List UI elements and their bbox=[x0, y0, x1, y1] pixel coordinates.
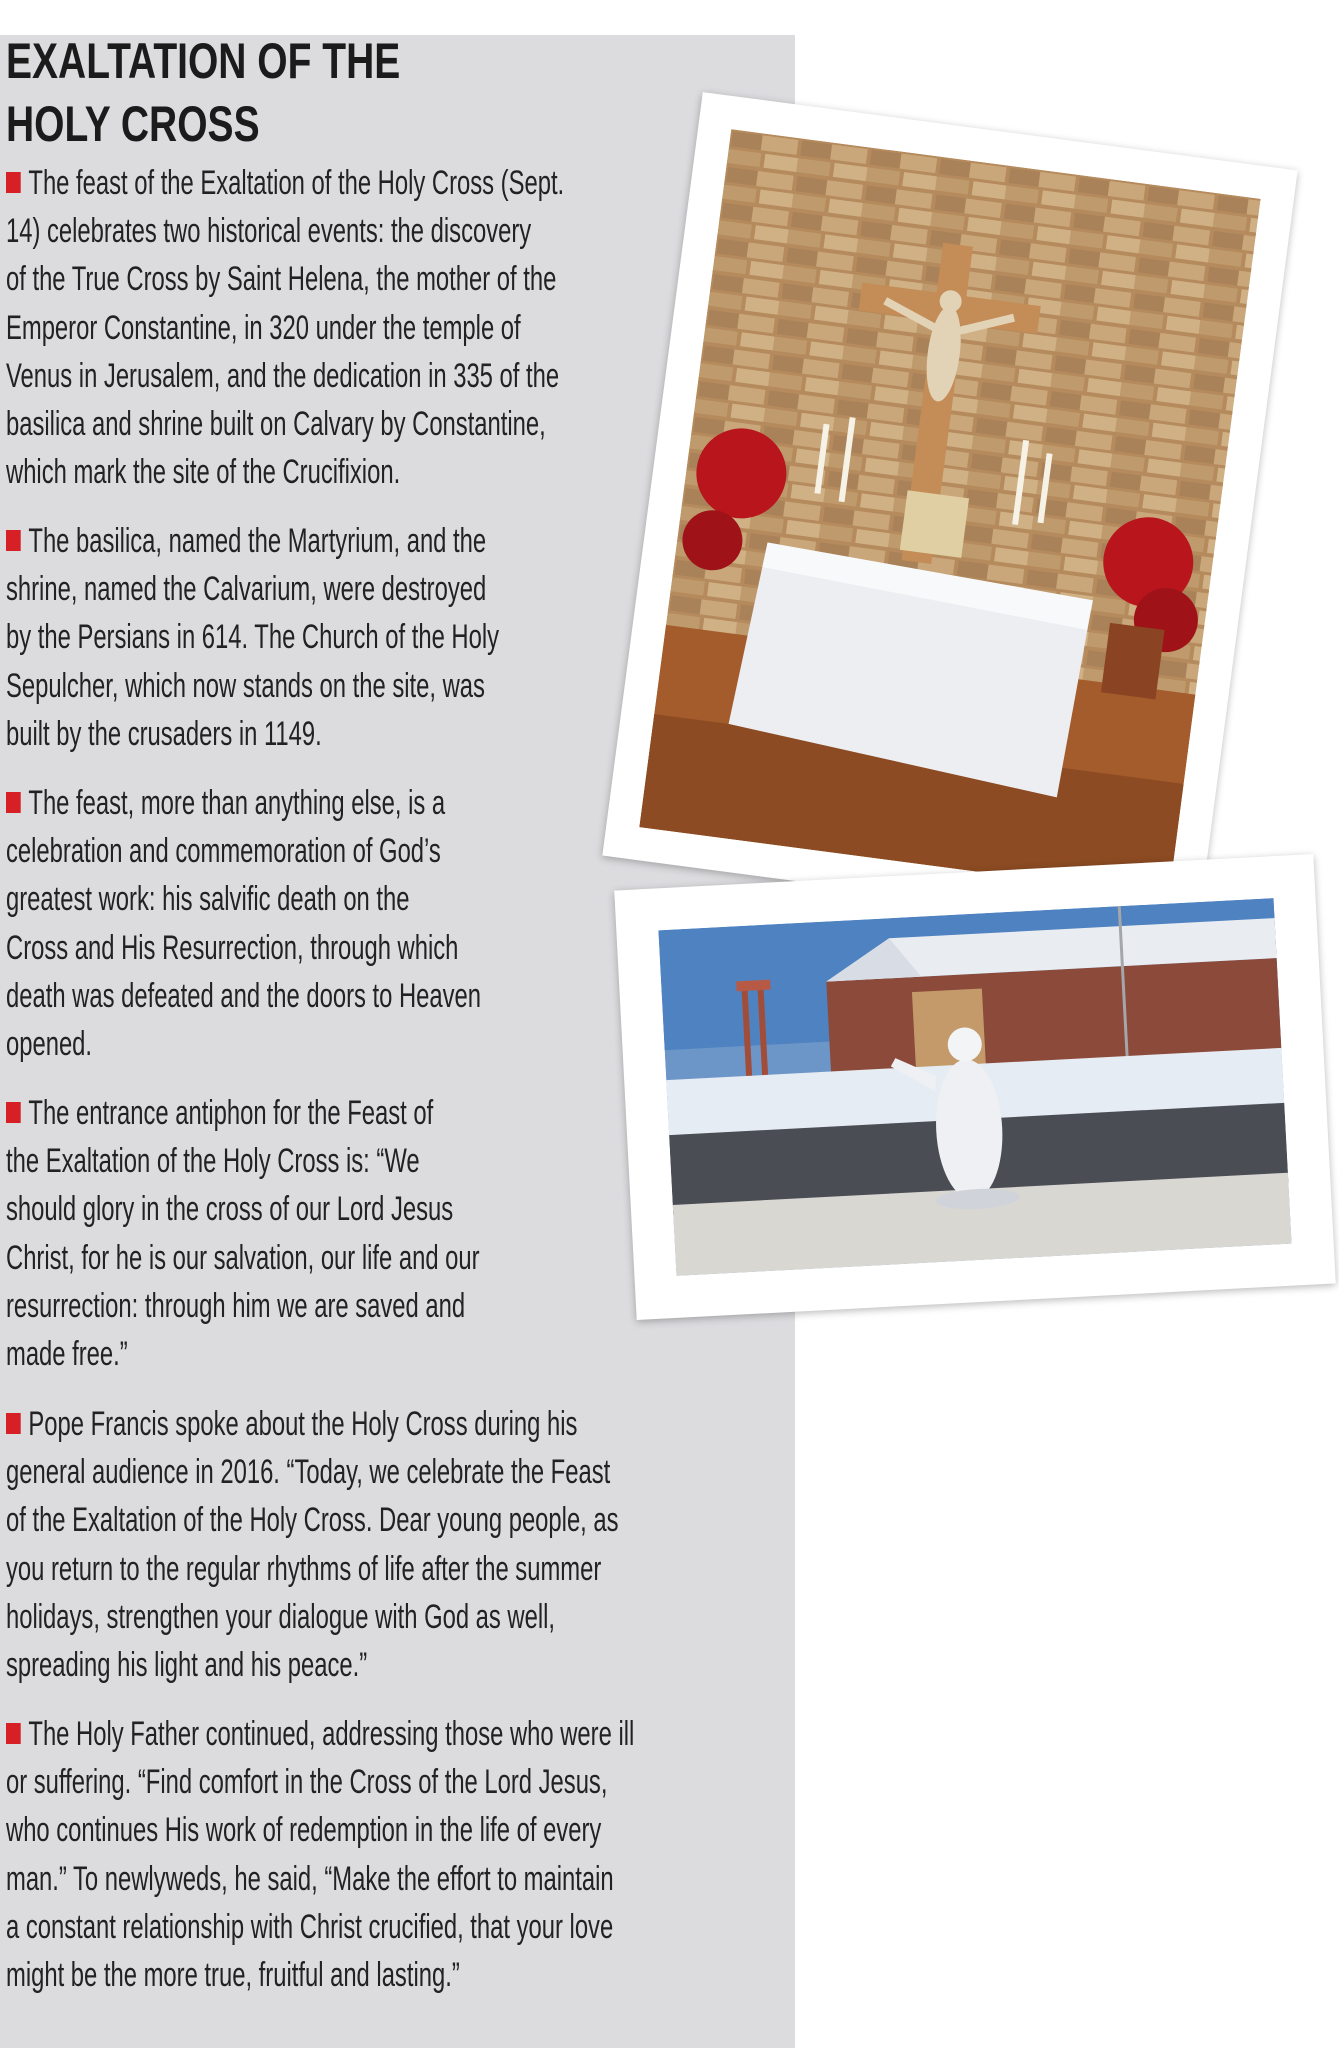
paragraph-5: Pope Francis spoke about the Holy Cross during his general audience in 2016. “Today, we celebrate the Feast of the Exaltation of the Holy Cross. Dear young people, as you return to the regular rhythms of life after the summer holidays, strengthen your dialogue with God as well, spreading his light and his peace.” bbox=[6, 1405, 619, 1685]
paragraph-1: The feast of the Exaltation of the Holy Cross (Sept. 14) celebrates two historical events: the discovery of the True Cross by Saint Helena, the mother of the Emperor Constantine, in 320 under the temple of Venus in Jerusalem, and the dedication in 335 of the basilica and shrine built on Calvary by Constantine, which mark the site of the Crucifixion. bbox=[6, 164, 565, 492]
winter-scene bbox=[658, 898, 1291, 1276]
bullet-marker bbox=[6, 530, 21, 551]
sacred-heart-statue-photo bbox=[614, 854, 1336, 1320]
altar-crucifix-photo bbox=[602, 92, 1297, 934]
altar-scene bbox=[639, 129, 1260, 897]
paragraph-3: The feast, more than anything else, is a celebration and commemoration of God’s greatest work: his salvific death on the Cross and His Resurrection, through which death was defeated and the doors to Heaven opened. bbox=[6, 784, 482, 1064]
bullet-marker bbox=[6, 1102, 21, 1123]
paragraph-2: The basilica, named the Martyrium, and the shrine, named the Calvarium, were destroyed by the Persians in 614. The Church of the Holy Sepulcher, which now stands on the site, was built by the crusaders in 1149. bbox=[6, 522, 500, 753]
paragraph-6: The Holy Father continued, addressing those who were ill or suffering. “Find comfort in the Cross of the Lord Jesus, who continues His work of redemption in the life of every man.” To newlyweds, he said, “Make the effort to maintain a constant relationship with Christ crucified, that your love might be the more true, fruitful and lasting.” bbox=[6, 1715, 635, 1995]
bullet-marker bbox=[6, 172, 21, 193]
bullet-marker bbox=[6, 792, 21, 813]
bullet-marker bbox=[6, 1413, 21, 1434]
bullet-marker bbox=[6, 1723, 21, 1744]
paragraph-4: The entrance antiphon for the Feast of the Exaltation of the Holy Cross is: “We should glory in the cross of our Lord Jesus Christ, for he is our salvation, our life and our resurrection: through him we are saved and made free.” bbox=[6, 1094, 480, 1374]
title-line-2: HOLY CROSS bbox=[6, 96, 260, 152]
title-line-1: EXALTATION OF THE bbox=[6, 33, 401, 89]
article-title bbox=[6, 30, 568, 156]
